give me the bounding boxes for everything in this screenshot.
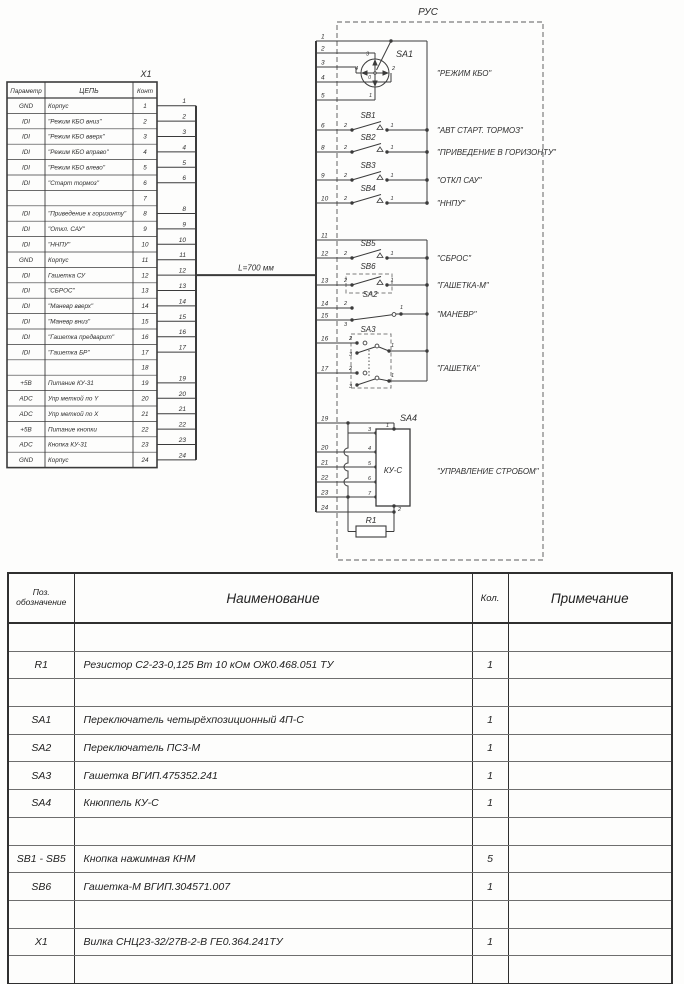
wire-number: 2 — [321, 45, 325, 53]
parts-cell-pos — [8, 956, 74, 984]
contact-terminal: 2 — [343, 196, 347, 202]
x1-cell-pin: 8 — [143, 210, 147, 218]
parts-cell-qty: 1 — [472, 707, 508, 735]
switch-caption: "СБРОС" — [437, 254, 471, 263]
x1-header-circuit: ЦЕПЬ — [79, 88, 99, 95]
wire-number: 12 — [321, 250, 329, 258]
x1-cell-param: IDI — [21, 333, 31, 341]
wire-number: 3 — [182, 129, 186, 136]
wire-number: 24 — [178, 452, 186, 460]
parts-cell-qty: 1 — [472, 651, 508, 679]
contact-terminal: 1 — [390, 173, 394, 179]
parts-cell-qty: 1 — [472, 928, 508, 956]
parts-row — [8, 762, 672, 790]
x1-cell-pin: 5 — [143, 164, 147, 172]
parts-cell-name: Вилка СНЦ23-32/27В-2-В ГЕ0.364.241ТУ — [74, 928, 472, 956]
sa4-terminal: 3 — [367, 427, 371, 433]
x1-cell-pin: 14 — [141, 303, 149, 311]
contact-lever — [357, 379, 375, 385]
x1-cell-pin: 17 — [141, 349, 149, 357]
wire-number: 12 — [178, 267, 186, 275]
switch-ref: SA3 — [360, 325, 376, 334]
x1-cell-param: IDI — [21, 164, 31, 172]
sa3-terminal: 2 — [348, 336, 352, 342]
x1-cell-param: GND — [19, 102, 33, 110]
contact-terminal: 1 — [390, 278, 394, 284]
parts-cell-pos — [8, 817, 74, 845]
junction-dot — [425, 256, 428, 259]
x1-cell-pin: 18 — [141, 364, 149, 372]
wire-number: 10 — [178, 236, 186, 244]
contact-terminal: 1 — [390, 251, 394, 257]
switch-ref: SB3 — [360, 161, 376, 170]
parts-header-cell: Кол. — [472, 573, 508, 623]
x1-cell-circuit: Гашетка СУ — [48, 272, 86, 280]
junction-dot — [425, 178, 428, 181]
parts-cell-name — [74, 623, 472, 651]
parts-cell-qty — [472, 679, 508, 707]
wire-number: 15 — [321, 312, 329, 320]
contact-mark — [377, 280, 383, 285]
cable-length-label: L=700 мм — [238, 263, 274, 273]
parts-row — [8, 651, 672, 679]
x1-cell-circuit: Корпус — [48, 256, 69, 264]
contact-lever — [352, 172, 381, 181]
switch-caption: "ГАШЕТКА-М" — [437, 281, 489, 290]
parts-header-cell: Поз. обозначение — [8, 573, 74, 623]
x1-cell-circuit: "СБРОС" — [48, 287, 75, 295]
wire-number: 23 — [178, 437, 186, 444]
parts-cell-pos — [8, 679, 74, 707]
sa2-terminal: 2 — [343, 301, 347, 307]
contact-lever — [352, 315, 392, 320]
junction-dot — [355, 371, 358, 374]
contact-lever — [352, 277, 381, 286]
junction-dot — [425, 283, 428, 286]
parts-cell-pos: SA3 — [8, 762, 74, 790]
switch-ref: SB4 — [360, 184, 376, 193]
wire-number: 1 — [182, 98, 186, 106]
x1-cell-circuit: "Старт тормоз" — [48, 179, 99, 187]
wire-number: 16 — [321, 335, 329, 343]
parts-table — [7, 572, 673, 984]
junction-dot — [425, 201, 428, 204]
parts-row — [8, 790, 672, 818]
parts-cell-note — [508, 790, 672, 818]
wire-number: 17 — [321, 365, 329, 373]
contact-terminal: 1 — [390, 145, 394, 151]
x1-cell-circuit: Упр меткой по X — [48, 410, 99, 418]
x1-cell-param: IDI — [21, 272, 31, 280]
parts-row — [8, 873, 672, 901]
contact-mark — [377, 198, 383, 203]
sa4-terminal: 5 — [367, 461, 371, 467]
parts-row — [8, 817, 672, 845]
arrow-head — [383, 70, 390, 75]
wire-number: 1 — [321, 33, 325, 41]
x1-cell-circuit: "Гашетка предварит" — [48, 333, 115, 341]
x1-connector-label: X1 — [140, 69, 152, 79]
wire-number: 9 — [321, 172, 325, 180]
parts-cell-name — [74, 679, 472, 707]
contact-terminal: 1 — [390, 196, 394, 202]
contact-mark — [377, 175, 383, 180]
wire-number: 6 — [182, 175, 186, 183]
junction-dot — [425, 128, 428, 131]
parts-cell-qty: 1 — [472, 790, 508, 818]
sa1-terminal: 1 — [368, 93, 372, 99]
wire-number: 4 — [321, 74, 325, 82]
wire-number: 9 — [182, 221, 186, 229]
x1-cell-param: IDI — [21, 118, 31, 126]
x1-cell-param: IDI — [21, 133, 31, 141]
wire-number: 5 — [182, 159, 186, 167]
parts-cell-pos: SB1 - SB5 — [8, 845, 74, 873]
wire-number: 22 — [321, 474, 329, 482]
wire-number: 10 — [321, 195, 329, 203]
x1-cell-pin: 1 — [143, 102, 147, 110]
sa3-terminal: 3 — [348, 352, 352, 358]
parts-header-row — [8, 573, 672, 623]
x1-cell-param: IDI — [21, 149, 31, 157]
junction-dot — [392, 427, 395, 430]
x1-cell-pin: 6 — [143, 179, 147, 187]
parts-row — [8, 956, 672, 984]
parts-cell-pos — [8, 623, 74, 651]
wire-number: 22 — [178, 421, 186, 429]
x1-cell-circuit: "Режим КБО влево" — [48, 164, 106, 172]
parts-cell-name — [74, 956, 472, 984]
x1-cell-pin: 13 — [141, 287, 149, 295]
sa4-box-label: КУ-С — [383, 466, 403, 475]
contact-circle — [363, 341, 367, 345]
x1-cell-circuit: Питание кнопки — [48, 426, 97, 434]
x1-cell-circuit: Питание КУ-31 — [48, 380, 94, 388]
sa4-feed-line — [344, 423, 348, 532]
switch-ref: SA1 — [396, 49, 414, 59]
switch-ref: SA4 — [400, 413, 418, 423]
x1-cell-param: GND — [19, 256, 33, 264]
parts-cell-note — [508, 679, 672, 707]
junction-dot — [355, 341, 358, 344]
x1-cell-param: IDI — [21, 349, 31, 357]
parts-cell-name — [74, 900, 472, 928]
x1-cell-pin: 15 — [141, 318, 149, 326]
arrow-head — [372, 59, 377, 66]
switch-caption: "ПРИВЕДЕНИЕ В ГОРИЗОНТУ" — [437, 148, 556, 157]
sa3-terminal: 1 — [391, 373, 395, 379]
x1-cell-circuit: Корпус — [48, 457, 69, 465]
sa3-terminal: 2 — [348, 366, 352, 372]
wire-number: 20 — [321, 444, 329, 452]
junction-dot — [399, 312, 402, 315]
r1-resistor-body — [356, 526, 386, 537]
contact-terminal: 2 — [343, 251, 347, 257]
switch-caption: "ГАШЕТКА" — [437, 364, 480, 373]
contact-lever — [352, 144, 381, 153]
parts-cell-qty: 1 — [472, 762, 508, 790]
x1-cell-pin: 7 — [143, 195, 147, 203]
wire-number: 11 — [179, 252, 186, 260]
parts-cell-qty — [472, 956, 508, 984]
x1-cell-param: ADC — [19, 441, 33, 449]
r1-ref: R1 — [365, 515, 377, 525]
parts-cell-pos: SA2 — [8, 734, 74, 762]
x1-cell-pin: 16 — [141, 333, 149, 341]
sa3-terminal: 1 — [391, 343, 395, 349]
parts-cell-note — [508, 845, 672, 873]
parts-cell-qty: 1 — [472, 873, 508, 901]
x1-cell-param: IDI — [21, 210, 31, 218]
x1-cell-pin: 11 — [141, 256, 149, 264]
contact-terminal: 2 — [343, 123, 347, 129]
parts-cell-qty: 5 — [472, 845, 508, 873]
x1-cell-pin: 12 — [141, 272, 149, 280]
sa1-terminal: 4 — [354, 66, 358, 72]
x1-cell-param: IDI — [21, 226, 31, 234]
junction-dot — [425, 150, 428, 153]
parts-cell-qty: 1 — [472, 734, 508, 762]
wire-number: 15 — [178, 313, 186, 321]
x1-cell-param: IDI — [21, 241, 31, 249]
x1-cell-param: ADC — [19, 395, 33, 403]
x1-header-param: Параметр — [10, 88, 42, 95]
parts-row — [8, 900, 672, 928]
parts-cell-pos: SA4 — [8, 790, 74, 818]
sa4-terminal: 7 — [367, 491, 371, 497]
sa4-terminal: 1 — [385, 423, 389, 429]
wire-number: 2 — [182, 113, 186, 121]
parts-cell-note — [508, 817, 672, 845]
x1-cell-pin: 24 — [141, 457, 149, 465]
x1-cell-param: GND — [19, 457, 33, 465]
x1-cell-pin: 22 — [141, 426, 149, 434]
parts-cell-note — [508, 928, 672, 956]
parts-cell-note — [508, 651, 672, 679]
contact-lever — [352, 195, 381, 204]
parts-cell-note — [508, 900, 672, 928]
parts-cell-note — [508, 873, 672, 901]
parts-cell-pos: SB6 — [8, 873, 74, 901]
x1-cell-param: IDI — [21, 303, 31, 311]
wire-number: 8 — [321, 144, 325, 152]
wire-number: 8 — [182, 206, 186, 213]
wire-number: 3 — [321, 59, 325, 67]
x1-cell-param: +5В — [20, 426, 32, 434]
x1-cell-pin: 2 — [143, 118, 147, 126]
parts-cell-name: Резистор С2-23-0,125 Вт 10 кОм ОЖ0.468.051 ТУ — [74, 651, 472, 679]
parts-cell-note — [508, 956, 672, 984]
wire-number: 21 — [178, 406, 186, 414]
parts-table-body — [8, 623, 672, 984]
parts-row — [8, 707, 672, 735]
contact-terminal: 2 — [343, 173, 347, 179]
rus-box-label: РУС — [418, 7, 438, 18]
switch-caption: "МАНЕВР" — [437, 310, 477, 319]
sa4-terminal: 4 — [367, 446, 371, 452]
parts-cell-name: Переключатель четырёхпозиционный 4П-С — [74, 707, 472, 735]
parts-cell-note — [508, 762, 672, 790]
parts-cell-name — [74, 817, 472, 845]
x1-cell-pin: 9 — [143, 226, 147, 234]
x1-cell-circuit: "Маневр вверх" — [48, 303, 94, 311]
wire-number: 23 — [321, 489, 329, 497]
x1-header-pin: Конт — [137, 88, 153, 95]
x1-cell-param: +5В — [20, 380, 32, 388]
x1-cell-pin: 19 — [141, 380, 149, 388]
contact-terminal: 2 — [343, 145, 347, 151]
contact-terminal: 2 — [343, 278, 347, 284]
sa1-terminal: 2 — [392, 66, 396, 72]
x1-cell-param: IDI — [21, 318, 31, 326]
x1-cell-circuit: Кнопка КУ-31 — [48, 441, 88, 449]
arrow-head — [372, 81, 377, 88]
sa1-lever — [377, 41, 392, 70]
parts-cell-name: Переключатель ПС3-М — [74, 734, 472, 762]
parts-cell-name: Гашетка-М ВГИП.304571.007 — [74, 873, 472, 901]
x1-cell-pin: 20 — [141, 395, 149, 403]
arrow-head — [361, 70, 368, 75]
parts-cell-note — [508, 707, 672, 735]
parts-cell-name: Кнюппель КУ-С — [74, 790, 472, 818]
contact-mark — [377, 253, 383, 258]
parts-cell-pos — [8, 900, 74, 928]
wire-number: 17 — [178, 344, 186, 352]
parts-cell-qty — [472, 900, 508, 928]
contact-mark — [377, 147, 383, 152]
x1-cell-circuit: "Режим КБО вниз" — [48, 118, 102, 126]
parts-row — [8, 679, 672, 707]
switch-caption: "УПРАВЛЕНИЕ СТРОБОМ" — [437, 467, 539, 476]
sa1-terminal: 3 — [365, 51, 369, 58]
parts-cell-pos: R1 — [8, 651, 74, 679]
wire-number: 20 — [178, 390, 186, 398]
parts-cell-pos: X1 — [8, 928, 74, 956]
x1-cell-pin: 23 — [141, 441, 149, 449]
switch-ref: SA2 — [362, 290, 378, 299]
x1-cell-circuit: "ННПУ" — [48, 241, 71, 249]
contact-circle — [392, 313, 396, 317]
parts-row — [8, 623, 672, 651]
x1-cell-param: IDI — [21, 287, 31, 295]
x1-cell-circuit: "Маневр вниз" — [48, 318, 90, 326]
wire-number: 5 — [321, 92, 325, 100]
parts-header-cell: Примечание — [508, 573, 672, 623]
parts-cell-pos: SA1 — [8, 707, 74, 735]
parts-row — [8, 845, 672, 873]
x1-cell-circuit: "Приведение к горизонту" — [48, 210, 127, 218]
x1-cell-pin: 21 — [141, 410, 149, 418]
contact-lever — [352, 122, 381, 131]
junction-dot — [346, 495, 349, 498]
contact-lever — [352, 250, 381, 259]
switch-ref: SB2 — [360, 133, 376, 142]
x1-cell-circuit: "Режим КБО вправо" — [48, 149, 109, 157]
switch-caption: "РЕЖИМ КБО" — [437, 69, 492, 78]
contact-circle — [375, 344, 379, 348]
switch-caption: "ОТКЛ САУ" — [437, 176, 482, 185]
parts-cell-name: Кнопка нажимная КНМ — [74, 845, 472, 873]
parts-cell-qty — [472, 817, 508, 845]
wire-number: 13 — [178, 283, 186, 290]
junction-dot — [350, 306, 353, 309]
switch-ref: SB6 — [360, 262, 376, 271]
contact-circle — [363, 371, 367, 375]
switch-ref: SB5 — [360, 239, 376, 248]
x1-cell-circuit: Корпус — [48, 102, 69, 110]
wire-number: 11 — [321, 232, 328, 240]
parts-header-cell: Наименование — [74, 573, 472, 623]
parts-row — [8, 928, 672, 956]
contact-circle — [375, 376, 379, 380]
sa4-terminal: 2 — [398, 507, 402, 513]
x1-cell-pin: 10 — [141, 241, 149, 249]
parts-row — [8, 734, 672, 762]
x1-cell-pin: 4 — [143, 149, 147, 157]
sa4-terminal: 6 — [367, 476, 371, 482]
wire-number: 21 — [321, 459, 329, 467]
wire-number: 16 — [178, 329, 186, 337]
sa1-terminal: 0 — [368, 75, 371, 81]
sa2-terminal: 3 — [343, 322, 347, 328]
x1-cell-circuit: Упр меткой по Y — [48, 395, 99, 403]
parts-cell-note — [508, 623, 672, 651]
parts-cell-name: Гашетка ВГИП.475352.241 — [74, 762, 472, 790]
sa2-terminal: 1 — [400, 305, 404, 311]
wire-number: 24 — [321, 504, 329, 512]
x1-cell-param: IDI — [21, 179, 31, 187]
wire-number: 13 — [321, 277, 329, 285]
wire-number: 6 — [321, 122, 325, 130]
wire-number: 14 — [321, 300, 329, 308]
contact-terminal: 1 — [390, 123, 394, 129]
wire-number: 19 — [321, 415, 329, 423]
x1-cell-circuit: "Гашетка БР" — [48, 349, 90, 357]
wire-number: 19 — [178, 375, 186, 383]
contact-circle — [374, 72, 376, 74]
contact-lever — [357, 347, 375, 353]
contact-mark — [377, 125, 383, 130]
x1-cell-pin: 3 — [143, 133, 147, 141]
parts-table-header — [8, 573, 672, 623]
switch-caption: "АВТ СТАРТ. ТОРМОЗ" — [437, 126, 523, 135]
x1-cell-circuit: "Режим КБО вверх" — [48, 133, 105, 141]
parts-cell-qty — [472, 623, 508, 651]
sa3-terminal: 3 — [348, 384, 352, 390]
x1-cell-circuit: "Откл. САУ" — [48, 226, 85, 234]
switch-caption: "ННПУ" — [437, 199, 466, 208]
wire-number: 4 — [182, 144, 186, 152]
switch-ref: SB1 — [360, 111, 376, 120]
x1-cell-param: ADC — [19, 410, 33, 418]
wire-number: 14 — [178, 298, 186, 306]
parts-cell-note — [508, 734, 672, 762]
